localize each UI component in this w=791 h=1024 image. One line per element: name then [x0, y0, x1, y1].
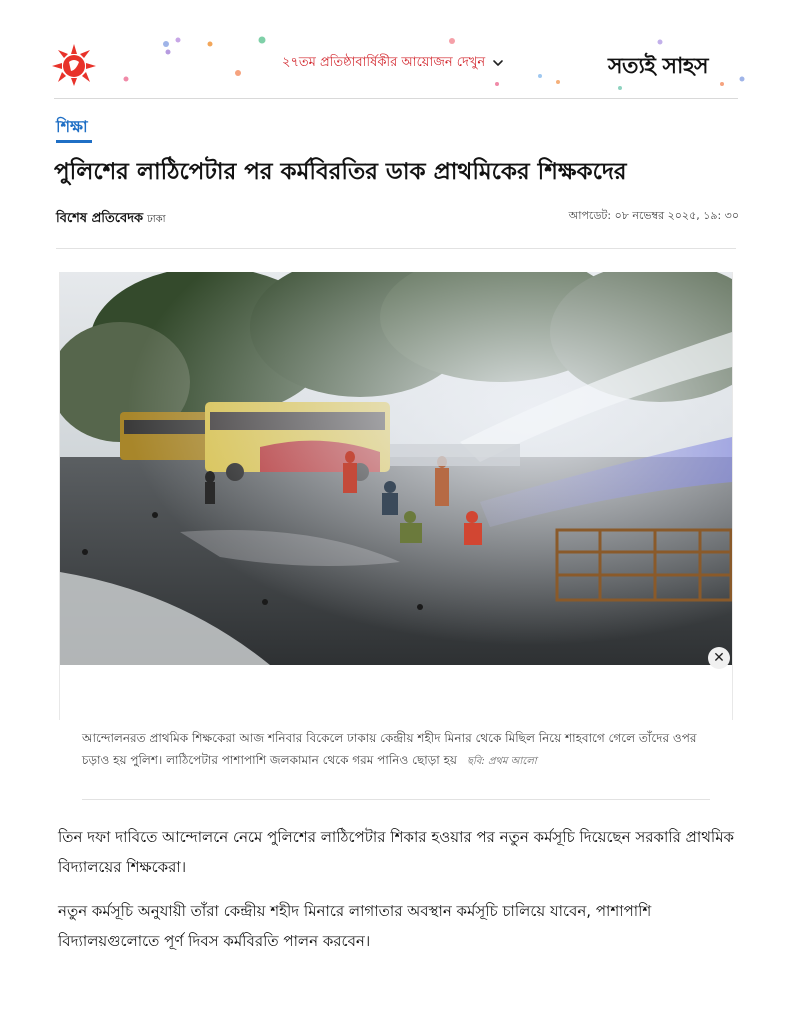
- anniversary-link[interactable]: [282, 52, 505, 74]
- header-divider: [54, 98, 738, 99]
- photo-caption: [82, 727, 712, 773]
- byline-place: ঢাকা: [147, 214, 166, 225]
- protest-photo-illustration: [60, 272, 732, 665]
- updated-timestamp: আপডেট: ০৮ নভেম্বর ২০২৫, ১৯: ৩০: [568, 209, 739, 222]
- article-paragraph-2: নতুন কর্মসূচি অনুযায়ী তাঁরা কেন্দ্রীয় শহীদ মিনারে লাগাতার অবস্থান কর্মসূচি চালিয়ে যাবেন, পাশাপাশি বিদ্যালয়গুলোতে পূর্ণ দিবস কর্মবিরতি পালন করবেন।: [58, 902, 652, 950]
- byline-author[interactable]: বিশেষ প্রতিবেদক: [56, 211, 144, 226]
- caption-divider: [82, 799, 710, 800]
- sun-logo-icon[interactable]: [50, 40, 98, 88]
- photo-caption-text: আন্দোলনরত প্রাথমিক শিক্ষকেরা আজ শনিবার বিকেলে ঢাকায় কেন্দ্রীয় শহীদ মিনার থেকে মিছিল নিয়ে শাহবাগে গেলে তাঁদের ওপর চড়াও হয় পুলিশ। লাঠিপেটার পাশাপাশি জলকামান থেকে গরম পানিও ছোড়া হয়: [82, 731, 697, 767]
- brand-tagline[interactable]: সত্যই সাহস: [608, 53, 709, 79]
- close-icon[interactable]: ✕: [708, 647, 730, 669]
- section-link[interactable]: শিক্ষা: [56, 117, 88, 136]
- byline-divider: [56, 248, 736, 249]
- byline: [56, 209, 166, 230]
- article-photo[interactable]: [60, 272, 732, 665]
- photo-container: [59, 272, 733, 720]
- photo-credit: ছবি: প্রথম আলো: [466, 756, 537, 767]
- article-headline: পুলিশের লাঠিপেটার পর কর্মবিরতির ডাক প্রাথমিকের শিক্ষকদের: [54, 159, 627, 185]
- article-paragraph-1: তিন দফা দাবিতে আন্দোলনে নেমে পুলিশের লাঠিপেটার শিকার হওয়ার পর নতুন কর্মসূচি দিয়েছেন সরকারি প্রাথমিক বিদ্যালয়ের শিক্ষকেরা।: [58, 828, 735, 876]
- section-underline: [56, 140, 92, 143]
- site-header: [0, 0, 791, 100]
- chevron-down-icon: [491, 56, 505, 70]
- anniversary-link-label: ২৭তম প্রতিষ্ঠাবার্ষিকীর আয়োজন দেখুন: [282, 54, 486, 70]
